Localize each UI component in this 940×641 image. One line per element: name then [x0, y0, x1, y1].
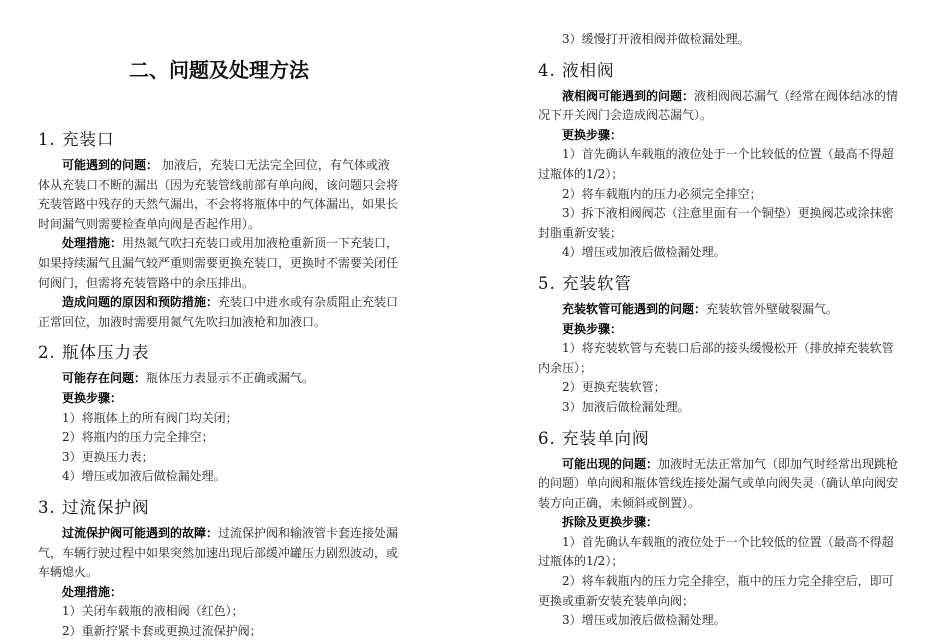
paragraph [538, 513, 900, 533]
paragraph [538, 126, 900, 146]
list-item: 3）缓慢打开液相阀并做检漏处理。 [562, 32, 750, 46]
list-item: 3）加液后做检漏处理。 [562, 399, 690, 414]
list-item: 1）关闭车载瓶的液相阀（红色）； [62, 604, 244, 619]
list-item: 2）更换充装软管； [562, 380, 666, 395]
paragraph [538, 87, 900, 126]
section-heading: 3. 过流保护阀 [38, 497, 150, 517]
paragraph-text: 加液后，充装口无法完全回位，有气体或液体从充装口不断的漏出（因为充装管线前部有单向阀，该问题只会将充装管路中残存的天然气漏出，不会将将瓶体中的气体漏出，如果长时间漏气则需要检查单向阀是否起作用）。 [38, 158, 399, 231]
paragraph-label: 充装软管可能遇到的问题： [562, 301, 707, 316]
paragraph-label: 过流保护阀可能遇到的故障： [62, 525, 219, 540]
list-item: 4）增压或加液后做检漏处理。 [62, 469, 226, 484]
section-heading: 1. 充装口 [38, 130, 115, 149]
paragraph-label: 更换步骤： [62, 390, 123, 405]
list-item: 1）将充装软管与充装口后部的接头缓慢松开（排放掉充装软管内余压）； [538, 341, 894, 375]
paragraph-label: 处理措施： [62, 584, 123, 599]
paragraph-text: 充装口中进水或有杂质阻止充装口正常回位，加液时需要用氮气先吹扫加液枪和加液口。 [38, 295, 399, 329]
section-heading: 6. 充装单向阀 [538, 428, 650, 448]
list-item: 2）重新拧紧卡套或更换过流保护阀； [62, 623, 262, 638]
paragraph-text: 充装软管外壁破裂漏气。 [706, 301, 839, 316]
list-item: 1）首先确认车载瓶的液位处于一个比较低的位置（最高不得超过瓶体的1/2）； [538, 534, 894, 569]
paragraph-label: 更换步骤： [562, 321, 623, 336]
paragraph-label: 拆除及更换步骤： [562, 515, 659, 530]
paragraph-label: 液相阀可能遇到的问题： [562, 88, 695, 103]
list-item: 3）拆下液相阀阀芯（注意里面有一个铜垫）更换阀芯或涂抹密封脂重新安装； [538, 206, 894, 240]
list-item: 1）首先确认车载瓶的液位处于一个比较低的位置（最高不得超过瓶体的1/2）； [538, 147, 894, 181]
left-column [38, 50, 400, 641]
paragraph [538, 300, 900, 320]
list-item: 1）将瓶体上的所有阀门均关闭； [62, 410, 238, 425]
paragraph [38, 156, 400, 234]
paragraph [38, 293, 400, 332]
document-title: 二、问题及处理方法 [129, 58, 309, 82]
paragraph-text: 加液时无法正常加气（即加气时经常出现跳枪的问题）单向阀和瓶体管线连接处漏气或单向阀失灵（确认单向阀安装方向正确，未倾斜或倒置）。 [538, 456, 899, 510]
paragraph-text: 过流保护阀和输液管卡套连接处漏气，车辆行驶过程中如果突然加速出现后部缓冲罐压力剧烈波动，或车辆熄火。 [38, 525, 399, 580]
paragraph-text: 用热氮气吹扫充装口或用加液枪重新顶一下充装口，如果持续漏气且漏气较严重则需要更换充装口，更换时不需要关闭任何阀门，但需将充装管路中的余压排出。 [38, 236, 399, 290]
list-item: 3）更换压力表； [62, 449, 154, 464]
paragraph-label: 更换步骤： [562, 127, 623, 142]
paragraph-label: 可能遇到的问题： [62, 158, 159, 172]
list-item: 2）将车载瓶内的压力必须完全排空； [562, 186, 762, 201]
paragraph-text: 瓶体压力表显示不正确或漏气。 [146, 371, 315, 386]
paragraph-label: 处理措施： [62, 236, 123, 251]
paragraph [538, 455, 900, 514]
paragraph [38, 389, 400, 409]
paragraph [38, 234, 400, 293]
paragraph [538, 320, 900, 340]
list-item: 2）将瓶内的压力完全排空； [62, 430, 214, 445]
list-item: 2）将车载瓶内的压力完全排空，瓶中的压力完全排空后，即可更换或重新安装充装单向阀； [538, 574, 894, 608]
paragraph [38, 583, 400, 603]
list-item: 3）增压或加液后做检漏处理。 [562, 613, 726, 628]
paragraph-label: 可能存在问题： [62, 371, 147, 386]
section-heading: 5. 充装软管 [538, 273, 632, 293]
paragraph-label: 可能出现的问题： [562, 456, 659, 471]
section-heading: 4. 液相阀 [538, 60, 615, 80]
list-item: 4）增压或加液后做检漏处理。 [562, 245, 726, 260]
right-column [538, 30, 900, 631]
paragraph-text: 液相阀阀芯漏气（经常在阀体结冰的情况下开关阀门会造成阀芯漏气）。 [538, 88, 899, 123]
paragraph-label: 造成问题的原因和预防措施： [62, 295, 219, 310]
paragraph [38, 524, 400, 583]
section-heading: 2. 瓶体压力表 [38, 343, 150, 363]
paragraph [38, 369, 400, 389]
